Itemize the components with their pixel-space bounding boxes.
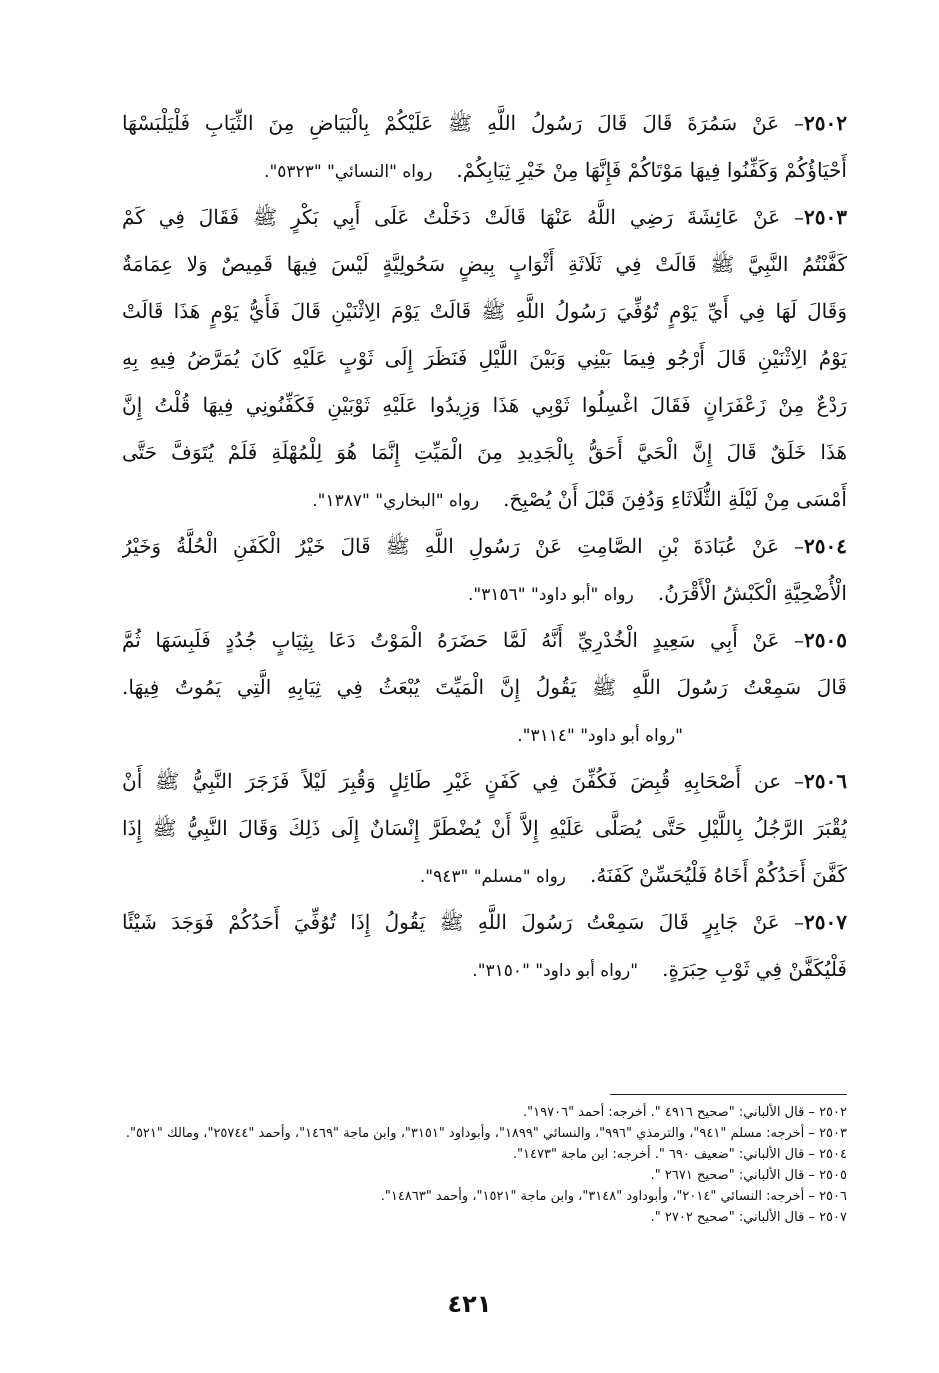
text-line bbox=[122, 100, 847, 147]
hadith-text: – عَنْ عُبَادَةَ بْنِ الصَّامِتِ عَنْ رَسُولِ اللَّهِ ﷺ قَالَ خَيْرُ الْكَفَنِ الْحُلَّةُ وَخَيْرُ bbox=[122, 534, 805, 558]
hadith-text: – عن أَصْحَابِهِ قُبِضَ فَكُفِّنَ فِي كَفَنٍ غَيْرِ طَائِلٍ وَقُبِرَ لَيْلاً فَزَجَرَ النَّبِيُّ ﷺ أَنْ bbox=[122, 769, 805, 793]
text-line bbox=[122, 476, 847, 523]
hadith-reference: رواه "النسائي" "٥٣٢٣". bbox=[264, 162, 433, 182]
hadith-reference: رواه "البخاري" "١٣٨٧". bbox=[312, 491, 480, 511]
hadith-text: الْأُضْحِيَّةِ الْكَبْشُ الْأَقْرَنُ. bbox=[657, 581, 847, 605]
footnote: ٢٥٠٧ – قال الألباني: "صحيح ٢٧٠٢ ". bbox=[650, 1210, 847, 1225]
text-line bbox=[122, 617, 847, 664]
text-line bbox=[122, 852, 847, 899]
hadith-text: أَمْسَى مِنْ لَيْلَةِ الثُّلَاثَاءِ وَدُفِنَ قَبْلَ أَنْ يُصْبِحَ. bbox=[503, 487, 847, 511]
text-line bbox=[122, 241, 847, 288]
hadith-2502 bbox=[122, 100, 847, 194]
hadith-text: – عَنْ سَمُرَةَ قَالَ قَالَ رَسُولُ اللَّهِ ﷺ عَلَيْكُمْ بِالْبَيَاضِ مِنَ الثِّيَابِ فَلْيَلْبَسْهَا bbox=[122, 111, 805, 135]
text-line bbox=[122, 429, 847, 476]
text-line bbox=[122, 664, 847, 711]
footnote: ٢٥٠٤ – قال الألباني: "ضعيف ٦٩٠ ". أخرجه: ابن ماجة "١٤٧٣". bbox=[512, 1147, 847, 1162]
hadith-text: وَقَالَ لَهَا فِي أَيِّ يَوْمٍ تُوُفِّيَ رَسُولُ اللَّهِ ﷺ قَالَتْ يَوْمَ الِاثْنَيْنِ قَالَ فَأَيُّ يَوْمٍ هَذَا قَالَتْ bbox=[122, 299, 847, 323]
main-text bbox=[122, 100, 847, 993]
text-line bbox=[122, 288, 847, 335]
hadith-number: ٢٥٠٣ bbox=[804, 205, 847, 229]
hadith-text: قَالَ سَمِعْتُ رَسُولَ اللَّهِ ﷺ يَقُولُ إِنَّ الْمَيِّتَ يُبْعَثُ فِي ثِيَابِهِ الَّتِي يَمُوتُ فِيهَا. bbox=[122, 675, 847, 699]
footnote: ٢٥٠٥ – قال الألباني: "صحيح ٢٦٧١ ". bbox=[650, 1168, 847, 1183]
text-line bbox=[122, 570, 847, 617]
hadith-text: فَلْيُكَفَّنْ فِي ثَوْبِ حِبَرَةٍ. bbox=[662, 957, 847, 981]
hadith-text: كَفَّنَ أَحَدُكُمْ أَخَاهُ فَلْيُحَسِّنْ كَفَنَهُ. bbox=[590, 863, 847, 887]
hadith-text: أَحْيَاؤُكُمْ وَكَفِّنُوا فِيهَا مَوْتَاكُمْ فَإِنَّهَا مِنْ خَيْرِ ثِيَابِكُمْ. bbox=[456, 158, 847, 182]
hadith-text: كَفَّنْتُمُ النَّبِيَّ ﷺ قَالَتْ فِي ثَلَاثَةِ أَثْوَابٍ بِيضٍ سَحُولِيَّةٍ لَيْسَ فِيهَا قَمِيصٌ وَلا عِمَامَةٌ bbox=[122, 252, 847, 276]
footnote: ٢٥٠٦ – أخرجه: النسائي "٢٠١٤"، وأبوداود "٣١٤٨"، وابن ماجة "١٥٢١"، وأحمد "١٤٨٦٣". bbox=[380, 1189, 847, 1204]
footnote: ٢٥٠٢ – قال الألباني: "صحيح ٤٩١٦ ". أخرجه: أحمد "١٩٧٠٦". bbox=[523, 1105, 847, 1120]
hadith-reference: رواه "أبو داود" "٣١٥٦". bbox=[468, 585, 634, 605]
footnotes bbox=[122, 1102, 847, 1228]
hadith-reference: "رواه أبو داود" "٣١١٤". bbox=[517, 726, 683, 746]
text-line bbox=[122, 523, 847, 570]
hadith-text: – عَنْ جَابِرٍ قَالَ سَمِعْتُ رَسُولَ اللَّهِ ﷺ يَقُولُ إِذَا تُوُفِّيَ أَحَدُكُمْ فَوَجَدَ شَيْئًا bbox=[122, 910, 805, 934]
hadith-reference: "رواه أبو داود" "٣١٥٠". bbox=[472, 961, 639, 981]
hadith-number: ٢٥٠٥ bbox=[804, 628, 847, 652]
hadith-reference: رواه "مسلم" "٩٤٣". bbox=[419, 867, 567, 887]
hadith-2503 bbox=[122, 194, 847, 523]
hadith-text: يَوْمُ الِاثْنَيْنِ قَالَ أَرْجُو فِيمَا بَيْنِي وَبَيْنَ اللَّيْلِ فَنَظَرَ إِلَى ثَوْبٍ عَلَيْهِ كَانَ يُمَرَّضُ فِيهِ بِهِ bbox=[122, 346, 847, 370]
footnote: ٢٥٠٣ – أخرجه: مسلم "٩٤١"، والترمذي "٩٩٦"، والنسائي "١٨٩٩"، وأبوداود "٣١٥١"، وابن ماجة "١٤٦٩"، وأحمد "٢٥٧٤٤"، ومالك "٥٢١". bbox=[125, 1126, 847, 1141]
hadith-2504 bbox=[122, 523, 847, 617]
hadith-number: ٢٥٠٢ bbox=[804, 111, 847, 135]
footnote-separator bbox=[610, 1094, 847, 1095]
text-line bbox=[122, 758, 847, 805]
hadith-text: رَدْعٌ مِنْ زَعْفَرَانٍ فَقَالَ اغْسِلُوا ثَوْبِي هَذَا وَزِيدُوا عَلَيْهِ ثَوْبَيْنِ فَكَفِّنُونِي فِيهَا قُلْتُ إِنَّ bbox=[122, 393, 847, 417]
hadith-text: هَذَا خَلَقٌ قَالَ إِنَّ الْحَيَّ أَحَقُّ بِالْجَدِيدِ مِنَ الْمَيِّتِ إِنَّمَا هُوَ لِلْمُهْلَةِ فَلَمْ يُتَوَفَّ حَتَّى bbox=[122, 440, 847, 464]
hadith-number: ٢٥٠٦ bbox=[804, 769, 847, 793]
text-line bbox=[122, 382, 847, 429]
text-line bbox=[122, 805, 847, 852]
hadith-2507 bbox=[122, 899, 847, 993]
text-line bbox=[122, 335, 847, 382]
text-line bbox=[122, 711, 847, 758]
hadith-number: ٢٥٠٤ bbox=[804, 534, 847, 558]
hadith-text: يُقْبَرَ الرَّجُلُ بِاللَّيْلِ حَتَّى يُصَلَّى عَلَيْهِ إِلاَّ أَنْ يُضْطَرَّ إِنْسَانٌ إِلَى ذَلِكَ وَقَالَ النَّبِيُّ ﷺ إِذَا bbox=[122, 816, 847, 840]
page-number: ٤٢١ bbox=[447, 1290, 492, 1318]
text-line bbox=[122, 194, 847, 241]
hadith-text: – عَنْ أَبِي سَعِيدٍ الْخُدْرِيِّ أَنَّهُ لَمَّا حَضَرَهُ الْمَوْتُ دَعَا بِثِيَابٍ جُدُدٍ فَلَبِسَهَا ثُمَّ bbox=[122, 628, 805, 652]
text-line bbox=[122, 899, 847, 946]
hadith-number: ٢٥٠٧ bbox=[804, 910, 847, 934]
hadith-2505 bbox=[122, 617, 847, 758]
text-line bbox=[122, 946, 847, 993]
hadith-2506 bbox=[122, 758, 847, 899]
hadith-text: – عَنْ عَائِشَةَ رَضِي اللَّهُ عَنْهَا قَالَتْ دَخَلْتُ عَلَى أَبِي بَكْرٍ ﷺ فَقَالَ فِي كَمْ bbox=[122, 205, 805, 229]
text-line bbox=[122, 147, 847, 194]
